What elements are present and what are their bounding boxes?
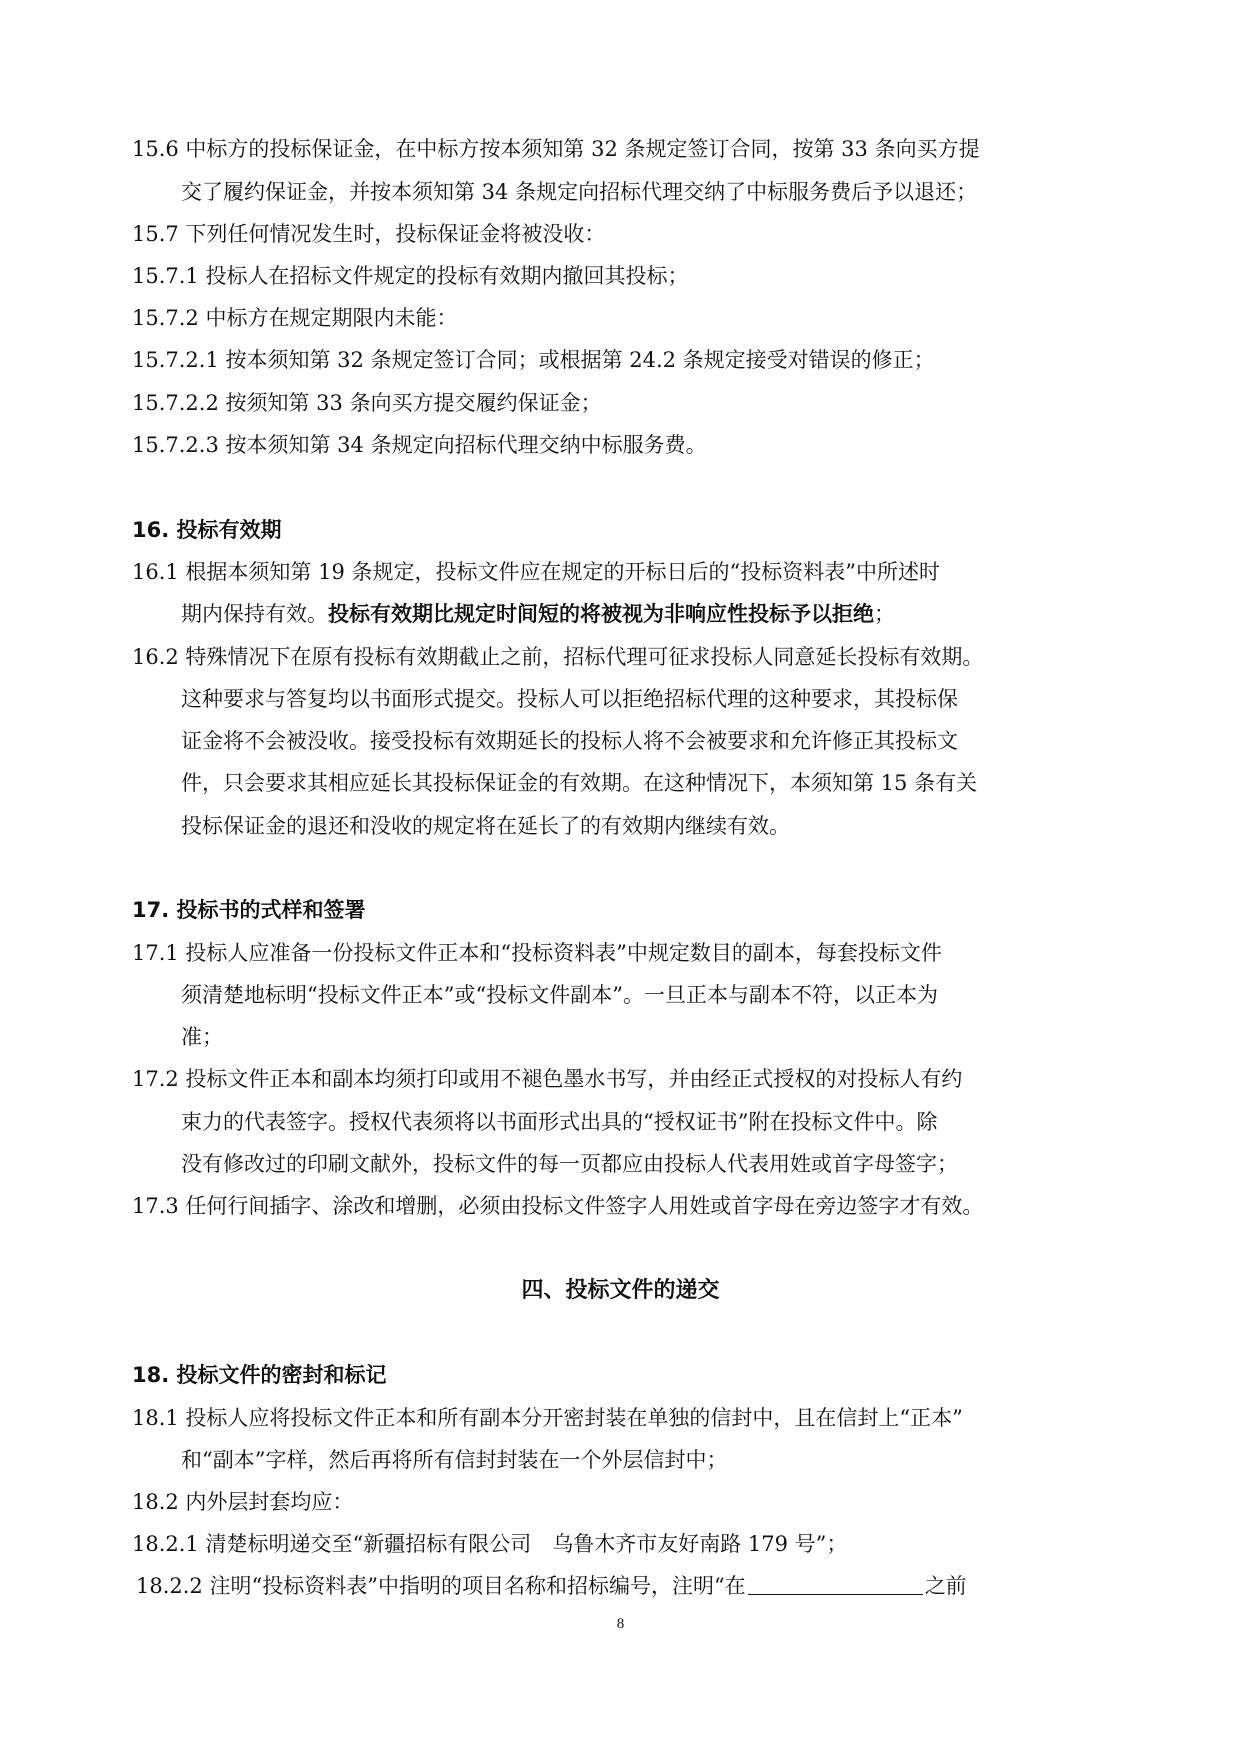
clause-15-7: 15.7 下列任何情况发生时，投标保证金将被没收： xyxy=(132,222,606,246)
clause-17-3: 17.3 任何行间插字、涂改和增删，必须由投标文件签字人用姓或首字母在旁边签字才有效。 xyxy=(132,1194,984,1218)
clause-18-1-line-1: 18.1 投标人应将投标文件正本和所有副本分开密封装在单独的信封中，且在信封上“正本” xyxy=(132,1406,963,1430)
clause-18-1-line-2: 和“副本”字样，然后再将所有信封封装在一个外层信封中； xyxy=(181,1448,728,1472)
chapter-4-title: 四、投标文件的递交 xyxy=(521,1278,720,1303)
section-16-heading: 16. 投标有效期 xyxy=(132,518,282,542)
clause-15-7-2-3: 15.7.2.3 按本须知第 34 条规定向招标代理交纳中标服务费。 xyxy=(132,433,707,457)
clause-18-2-2-suffix: 之前 xyxy=(924,1574,967,1598)
clause-15-7-2-2: 15.7.2.2 按须知第 33 条向买方提交履约保证金； xyxy=(132,391,602,415)
section-17-heading: 17. 投标书的式样和签署 xyxy=(132,898,366,922)
clause-16-1-text: 期内保持有效。 xyxy=(181,602,328,626)
clause-16-1-emphasis: 投标有效期比规定时间短的将被视为非响应性投标予以拒绝 xyxy=(328,602,874,626)
clause-18-2-2-text: 18.2.2 注明“投标资料表”中指明的项目名称和招标编号，注明“在 xyxy=(136,1574,746,1598)
clause-17-2-line-2: 束力的代表签字。授权代表须将以书面形式出具的“授权证书”附在投标文件中。除 xyxy=(181,1110,938,1134)
clause-18-2: 18.2 内外层封套均应： xyxy=(132,1490,354,1514)
clause-16-2-line-4: 件，只会要求其相应延长其投标保证金的有效期。在这种情况下，本须知第 15 条有关 xyxy=(181,771,978,795)
clause-17-1-line-2: 须清楚地标明“投标文件正本”或“投标文件副本”。一旦正本与副本不符，以正本为 xyxy=(181,983,938,1007)
section-18-heading: 18. 投标文件的密封和标记 xyxy=(132,1363,387,1387)
clause-16-2-line-5: 投标保证金的退还和没收的规定将在延长了的有效期内继续有效。 xyxy=(181,814,790,838)
clause-15-7-2-1: 15.7.2.1 按本须知第 32 条规定签订合同；或根据第 24.2 条规定接受对错误的修正； xyxy=(132,348,935,372)
clause-17-2-line-3: 没有修改过的印刷文献外，投标文件的每一页都应由投标人代表用姓或首字母签字； xyxy=(181,1152,958,1176)
clause-17-2-line-1: 17.2 投标文件正本和副本均须打印或用不褪色墨水书写，并由经正式授权的对投标人有约 xyxy=(132,1067,963,1091)
page-number: 8 xyxy=(616,1616,625,1632)
clause-16-1-line-1: 16.1 根据本须知第 19 条规定，投标文件应在规定的开标日后的“投标资料表”中所述时 xyxy=(132,560,940,584)
clause-15-6-line-2: 交了履约保证金，并按本须知第 34 条规定向招标代理交纳了中标服务费后予以退还； xyxy=(181,180,978,204)
clause-16-2-line-2: 这种要求与答复均以书面形式提交。投标人可以拒绝招标代理的这种要求，其投标保 xyxy=(181,687,958,711)
clause-16-1-punct: ； xyxy=(874,602,895,626)
clause-16-1-line-2 xyxy=(181,599,895,629)
clause-18-2-1: 18.2.1 清楚标明递交至“新疆招标有限公司 乌鲁木齐市友好南路 179 号”； xyxy=(132,1532,848,1556)
clause-15-7-2: 15.7.2 中标方在规定期限内未能： xyxy=(132,306,458,330)
clause-16-2-line-3: 证金将不会被没收。接受投标有效期延长的投标人将不会被要求和允许修正其投标文 xyxy=(181,729,958,753)
clause-17-1-line-3: 准； xyxy=(181,1025,223,1049)
clause-15-6-line-1: 15.6 中标方的投标保证金，在中标方按本须知第 32 条规定签订合同，按第 33 条向买方提 xyxy=(132,137,980,161)
blank-underline xyxy=(748,1572,923,1595)
clause-15-7-1: 15.7.1 投标人在招标文件规定的投标有效期内撤回其投标； xyxy=(132,264,689,288)
clause-18-2-2 xyxy=(136,1571,967,1601)
clause-16-2-line-1: 16.2 特殊情况下在原有投标有效期截止之前，招标代理可征求投标人同意延长投标有效期。 xyxy=(132,645,984,669)
clause-17-1-line-1: 17.1 投标人应准备一份投标文件正本和“投标资料表”中规定数目的副本，每套投标文件 xyxy=(132,941,942,965)
